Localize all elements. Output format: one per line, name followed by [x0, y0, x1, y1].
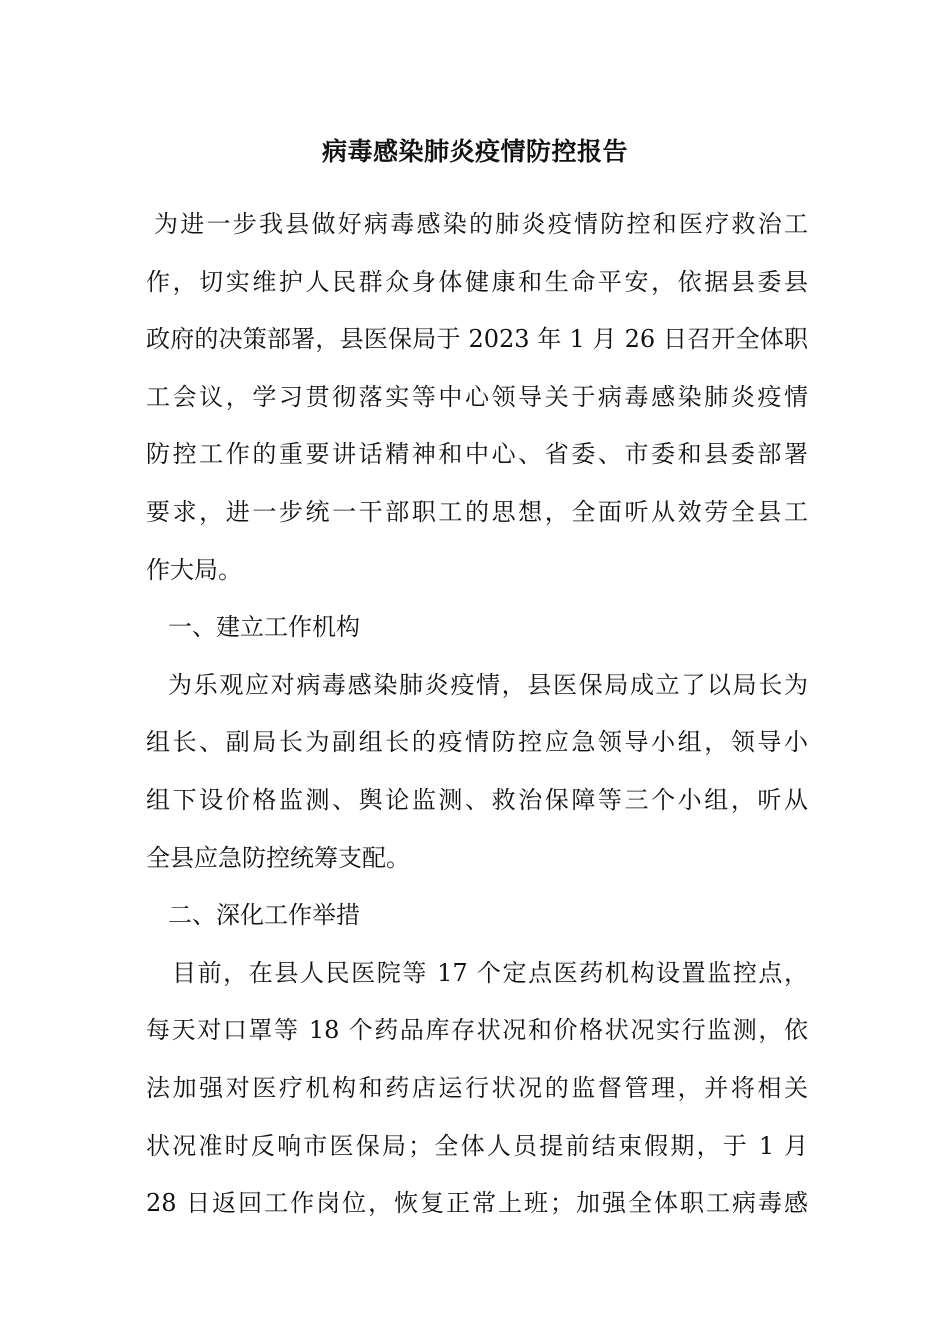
document-title: 病毒感染肺炎疫情防控报告: [321, 137, 628, 166]
text-line: 作大局。: [146, 555, 242, 584]
text-line: 全县应急防控统筹支配。: [146, 843, 410, 872]
text-line: 目前，在县人民医院等 17 个定点医药机构设置监控点，: [172, 958, 808, 987]
text-line: 组长、副局长为副组长的疫情防控应急领导小组，领导小: [146, 728, 808, 757]
text-line: 防控工作的重要讲话精神和中心、省委、市委和县委部署: [146, 440, 808, 469]
text-line: 为乐观应对病毒感染肺炎疫情，县医保局成立了以局长为: [168, 670, 808, 699]
paragraph-intro: [146, 196, 808, 599]
text-line: 每天对口罩等 18 个药品库存状况和价格状况实行监测，依: [146, 1016, 808, 1045]
text-line: 作，切实维护人民群众身体健康和生命平安，依据县委县: [146, 267, 808, 296]
text-line: 法加强对医疗机构和药店运行状况的监督管理，并将相关: [146, 1073, 808, 1102]
text-line: 工会议，学习贯彻落实等中心领导关于病毒感染肺炎疫情: [146, 382, 808, 411]
text-line: 政府的决策部署，县医保局于 2023 年 1 月 26 日召开全体职: [146, 325, 808, 354]
paragraph-organization: [146, 657, 808, 887]
document-body: [146, 196, 808, 1233]
text-line: 要求，进一步统一干部职工的思想，全面听从效劳全县工: [146, 497, 808, 526]
section-heading-deepen-measures: 二、深化工作举措: [168, 901, 360, 930]
text-line: 28 日返回工作岗位，恢复正常上班；加强全体职工病毒感: [146, 1189, 808, 1218]
paragraph-measures: [146, 945, 808, 1233]
text-line: 状况准时反响市医保局；全体人员提前结束假期，于 1 月: [146, 1131, 808, 1160]
text-line: 组下设价格监测、舆论监测、救治保障等三个小组，听从: [146, 785, 808, 814]
section-heading-establish-organization: 一、建立工作机构: [168, 613, 360, 642]
text-line: 为进一步我县做好病毒感染的肺炎疫情防控和医疗救治工: [154, 210, 808, 238]
